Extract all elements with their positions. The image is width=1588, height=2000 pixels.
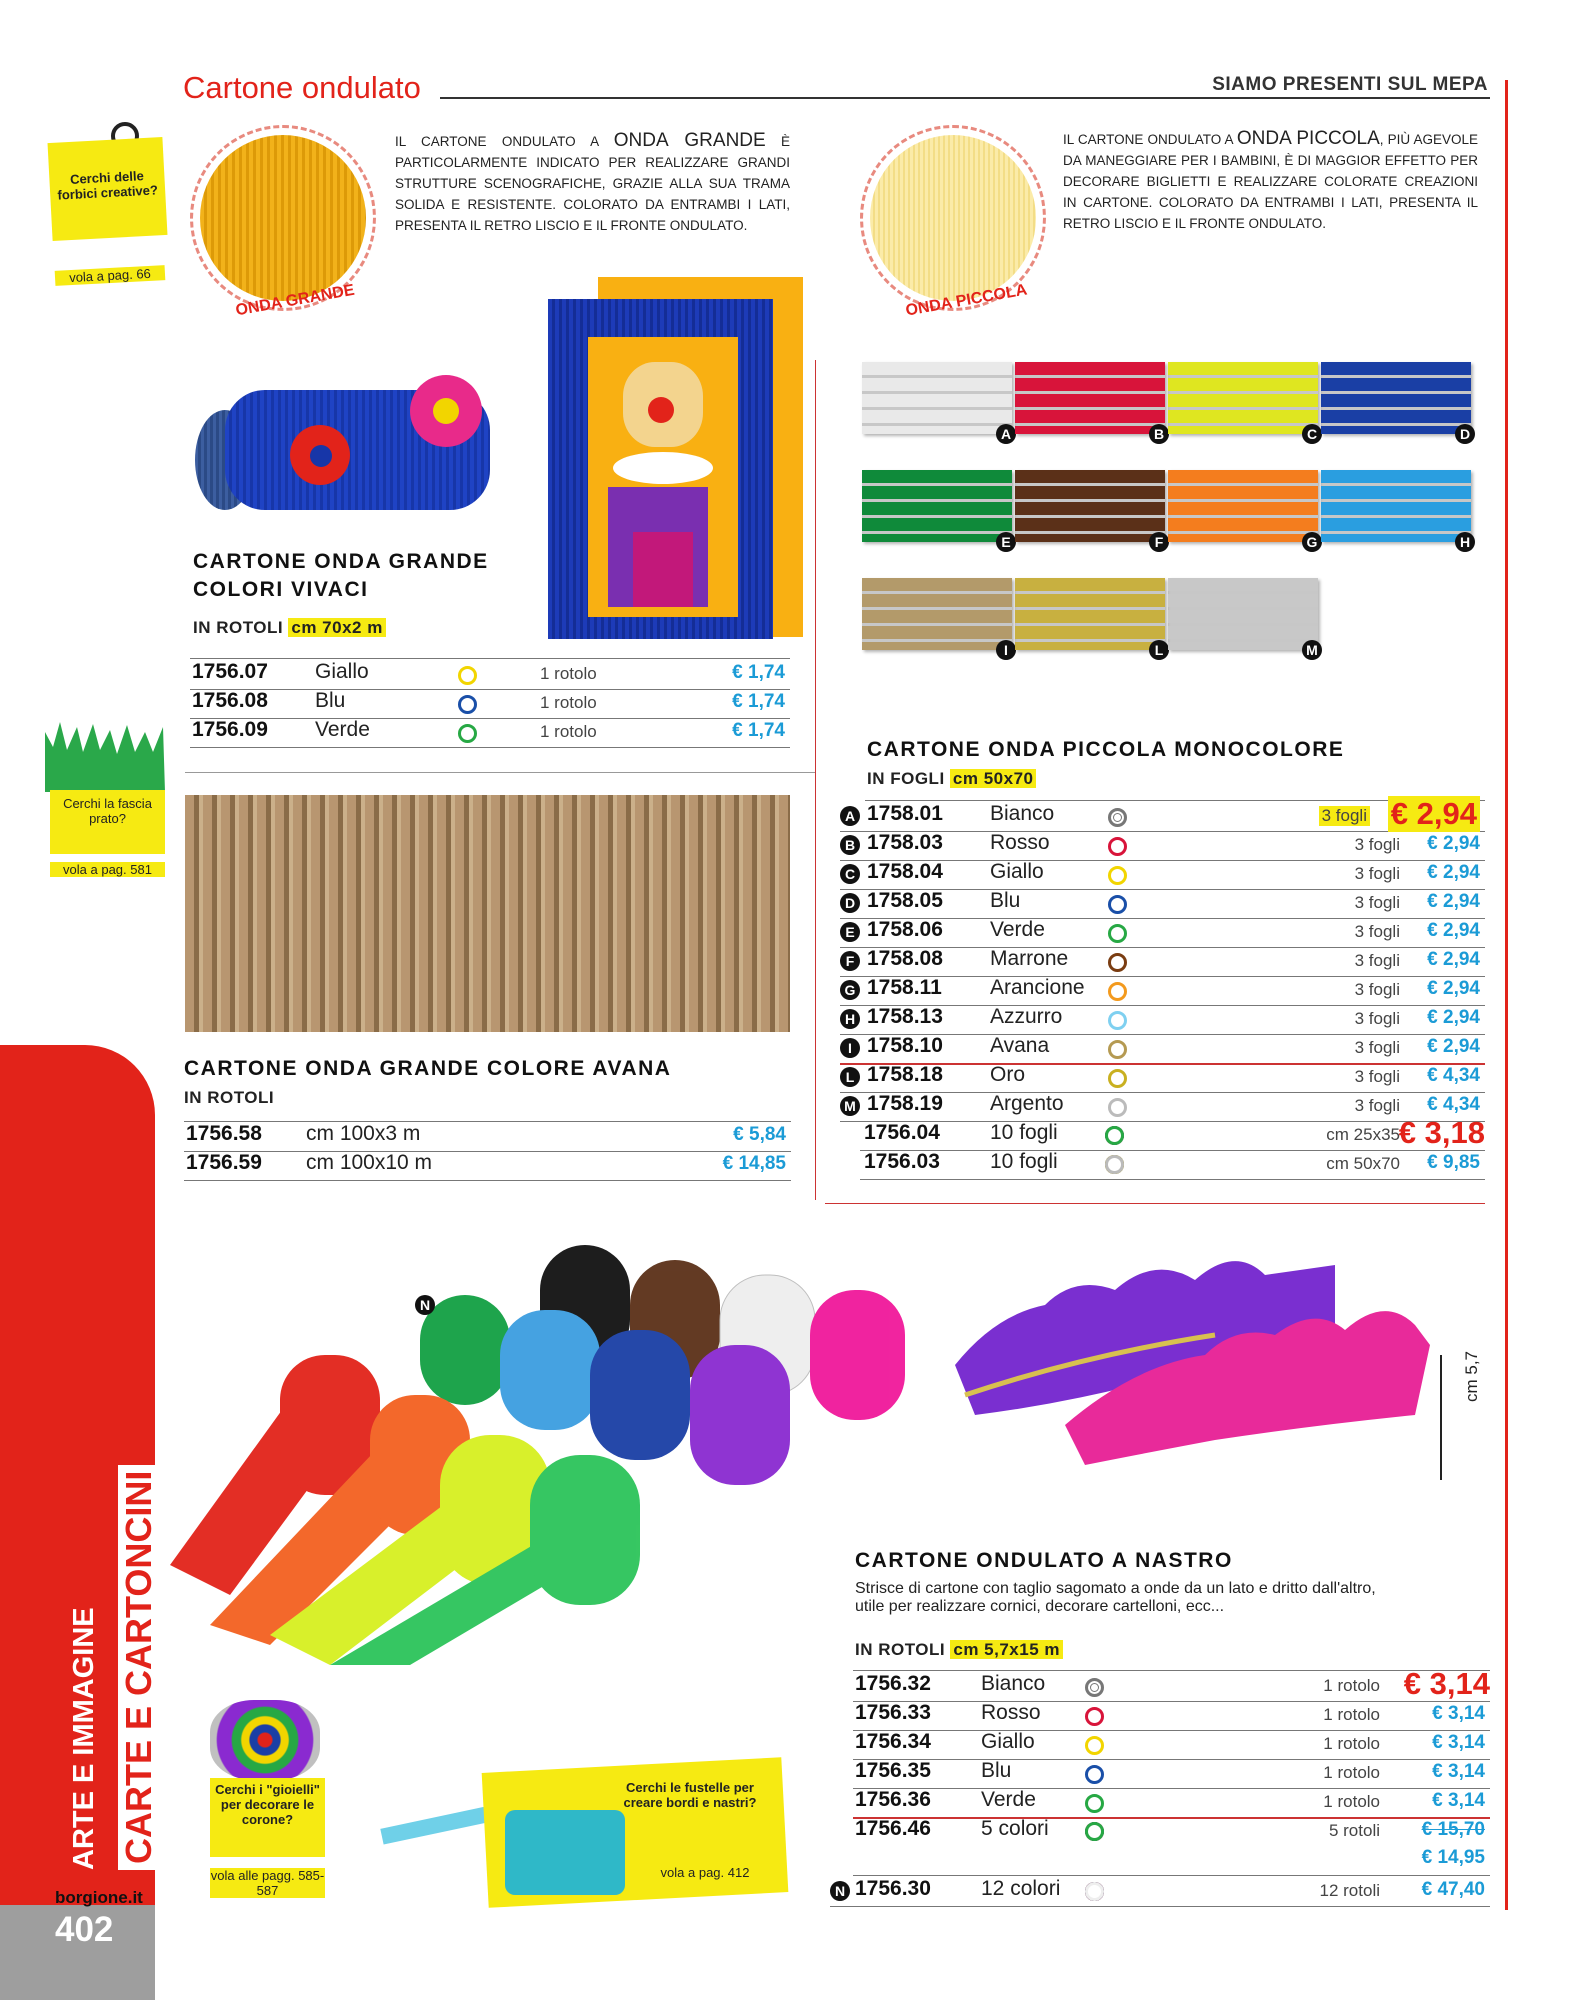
product-code: 1756.07 xyxy=(192,660,268,683)
table-row xyxy=(190,689,790,719)
crowns-illustration xyxy=(935,1235,1445,1485)
table-row xyxy=(840,1063,1485,1093)
page-number: 402 xyxy=(55,1910,114,1949)
color-dot-icon xyxy=(458,724,477,743)
onda-grande-label: ONDA GRANDE xyxy=(234,281,356,320)
color-swatch xyxy=(1168,470,1318,550)
color-dot-icon xyxy=(1108,1011,1127,1030)
quantity: 3 fogli xyxy=(1354,893,1400,912)
row-letter: G xyxy=(840,980,860,1000)
nastro-title: CARTONE ONDULATO A NASTRO xyxy=(855,1549,1233,1572)
vivaci-title: CARTONE ONDA GRANDE COLORI VIVACI xyxy=(193,550,489,601)
price: € 2,94 xyxy=(1427,862,1480,883)
product-code: 1756.46 xyxy=(855,1817,931,1840)
quantity: 3 fogli xyxy=(1354,835,1400,854)
table-row xyxy=(184,1151,791,1181)
color-name: Argento xyxy=(990,1092,1064,1115)
price: € 2,94 xyxy=(1427,978,1480,999)
quantity: 3 fogli xyxy=(1354,1009,1400,1028)
ribbon-rolls-illustration xyxy=(170,1235,920,1665)
note-gioielli-question: Cerchi i "gioielli" per decorare le corone? xyxy=(210,1778,325,1857)
quantity-name: 10 fogli xyxy=(990,1150,1058,1173)
color-dot-icon xyxy=(1085,1678,1104,1697)
color-name: Blu xyxy=(315,689,346,712)
swatch-letter: L xyxy=(1149,640,1169,660)
row-letter: E xyxy=(840,922,860,942)
color-dot-icon xyxy=(1105,1126,1124,1145)
product-code: 1758.10 xyxy=(867,1034,943,1057)
table-row xyxy=(184,1122,791,1152)
quantity: 1 rotolo xyxy=(540,664,597,683)
site-label[interactable]: borgione.it xyxy=(55,1888,143,1907)
quantity: 1 rotolo xyxy=(1323,1763,1380,1782)
price: € 5,84 xyxy=(733,1124,786,1145)
product-code: 1756.03 xyxy=(864,1150,940,1173)
gems-icon xyxy=(210,1700,320,1780)
color-swatch xyxy=(1168,362,1318,442)
product-code: 1756.33 xyxy=(855,1701,931,1724)
color-swatch xyxy=(1321,470,1471,550)
photo-roll-colorful xyxy=(195,370,495,525)
photo-clown-card xyxy=(548,277,803,639)
product-code: 1758.01 xyxy=(867,802,943,825)
price: € 2,94 xyxy=(1427,1007,1480,1028)
price: € 2,94 xyxy=(1427,920,1480,941)
price: € 2,94 xyxy=(1388,796,1480,832)
table-row xyxy=(860,1115,1485,1151)
swatch-letter: C xyxy=(1302,424,1322,444)
color-dot-icon xyxy=(1108,808,1127,827)
table-row xyxy=(840,1005,1485,1035)
quantity: 3 fogli xyxy=(1354,1038,1400,1057)
swatch-letter: M xyxy=(1302,640,1322,660)
color-dot-icon xyxy=(1085,1822,1104,1841)
price: € 3,14 xyxy=(1432,1761,1485,1782)
nastro-table-top xyxy=(853,1670,1490,1671)
avana-subtitle: IN ROTOLI xyxy=(184,1088,275,1107)
size: cm 50x70 xyxy=(1326,1154,1400,1173)
color-dot-icon xyxy=(1085,1707,1104,1726)
quantity: 3 fogli xyxy=(1319,806,1370,826)
piccola-title: CARTONE ONDA PICCOLA MONOCOLORE xyxy=(867,738,1345,761)
section-divider xyxy=(185,772,815,773)
price: € 47,40 xyxy=(1421,1879,1485,1900)
product-code: 1758.11 xyxy=(867,976,942,999)
color-name: Rosso xyxy=(981,1701,1041,1724)
photo-ribbon-rolls xyxy=(170,1235,920,1665)
quantity: 1 rotolo xyxy=(1323,1676,1380,1695)
price: € 3,14 xyxy=(1432,1790,1485,1811)
swatch-letter: A xyxy=(996,424,1016,444)
onda-grande-swatch xyxy=(200,135,366,301)
product-code: 1756.09 xyxy=(192,718,268,741)
set-name: 5 colori xyxy=(981,1817,1049,1840)
color-dot-icon xyxy=(458,666,477,685)
section-label: ARTE E IMMAGINE xyxy=(68,1607,100,1870)
photo-crowns xyxy=(935,1235,1445,1485)
row-letter: L xyxy=(840,1067,860,1087)
quantity: 3 fogli xyxy=(1354,864,1400,883)
color-swatch xyxy=(862,362,1012,442)
punch-icon xyxy=(505,1810,625,1895)
quantity: 1 rotolo xyxy=(540,722,597,741)
color-dot-icon xyxy=(1085,1736,1104,1755)
color-dot-icon xyxy=(1108,924,1127,943)
row-letter: A xyxy=(840,806,860,826)
mepa-label: SIAMO PRESENTI SUL MEPA xyxy=(1212,74,1488,95)
color-dot-icon xyxy=(1085,1765,1104,1784)
table-row xyxy=(853,1666,1490,1702)
color-name: Azzurro xyxy=(990,1005,1063,1028)
color-name: Oro xyxy=(990,1063,1026,1086)
note-prato-question: Cerchi la fascia prato? xyxy=(50,790,165,854)
column-divider xyxy=(815,360,816,1200)
color-name: Rosso xyxy=(990,831,1050,854)
color-name: Giallo xyxy=(990,860,1044,883)
price: € 1,74 xyxy=(732,691,785,712)
price: € 14,85 xyxy=(722,1153,786,1174)
product-code: 1758.06 xyxy=(867,918,943,941)
table-row xyxy=(853,1730,1490,1760)
page-title: Cartone ondulato xyxy=(183,70,421,105)
set-name: 12 colori xyxy=(981,1877,1061,1900)
swatch-letter: G xyxy=(1302,532,1322,552)
product-code: 1758.19 xyxy=(867,1092,943,1115)
table-row xyxy=(853,1817,1490,1876)
quantity: 1 rotolo xyxy=(1323,1792,1380,1811)
price: € 3,14 xyxy=(1432,1732,1485,1753)
table-row xyxy=(840,1034,1485,1065)
color-swatch xyxy=(862,470,1012,550)
quantity: 1 rotolo xyxy=(1323,1734,1380,1753)
color-dot-icon xyxy=(1108,1069,1127,1088)
table-row xyxy=(860,1150,1485,1180)
color-name: Verde xyxy=(990,918,1045,941)
row-letter: N xyxy=(830,1881,850,1901)
color-swatch xyxy=(1168,578,1318,658)
swatch-letter: I xyxy=(996,640,1016,660)
product-code: 1758.05 xyxy=(867,889,943,912)
swatch-letter: D xyxy=(1455,424,1475,444)
swatch-letter: F xyxy=(1149,532,1169,552)
table-row xyxy=(840,889,1485,919)
price: € 9,85 xyxy=(1427,1152,1480,1173)
table-row xyxy=(840,831,1485,861)
price: € 4,34 xyxy=(1427,1065,1480,1086)
color-name: Arancione xyxy=(990,976,1085,999)
product-code: 1758.03 xyxy=(867,831,943,854)
swatch-letter: B xyxy=(1149,424,1169,444)
color-name: Giallo xyxy=(315,660,369,683)
color-name: Bianco xyxy=(990,802,1055,825)
product-code: 1756.04 xyxy=(864,1121,940,1144)
nastro-description: Strisce di cartone con taglio sagomato a onde da un lato e dritto dall'altro, utile per realizzare cornici, decorare cartelloni, ecc... xyxy=(855,1580,1376,1615)
product-code: 1756.08 xyxy=(192,689,268,712)
product-code: 1756.36 xyxy=(855,1788,931,1811)
row-letter: B xyxy=(840,835,860,855)
color-swatch xyxy=(862,578,1012,658)
piccola-bottom-rule xyxy=(825,1203,1485,1204)
note-prato[interactable] xyxy=(45,722,165,892)
price: € 2,94 xyxy=(1427,891,1480,912)
color-name: Giallo xyxy=(981,1730,1035,1753)
piccola-subtitle: IN FOGLI cm 50x70 xyxy=(867,769,1036,789)
right-rule xyxy=(1505,80,1508,1910)
color-name: Avana xyxy=(990,1034,1050,1057)
color-dot-icon xyxy=(458,695,477,714)
color-name: Bianco xyxy=(981,1672,1046,1695)
color-swatch xyxy=(1321,362,1471,442)
price: € 2,94 xyxy=(1427,949,1480,970)
vivaci-subtitle: IN ROTOLI cm 70x2 m xyxy=(193,618,386,638)
table-row xyxy=(840,918,1485,948)
quantity-name: 10 fogli xyxy=(990,1121,1058,1144)
price: € 1,74 xyxy=(732,720,785,741)
size: cm 100x10 m xyxy=(306,1151,433,1174)
old-price: € 15,70 xyxy=(1421,1819,1485,1840)
size: cm 100x3 m xyxy=(306,1122,421,1145)
table-row xyxy=(853,1701,1490,1731)
table-row xyxy=(840,976,1485,1006)
color-name: Blu xyxy=(990,889,1021,912)
size: cm 25x35 xyxy=(1326,1125,1400,1144)
color-dot-icon xyxy=(1108,953,1127,972)
onda-piccola-description: IL CARTONE ONDULATO A ONDA PICCOLA, PIÙ AGEVOLE DA MANEGGIARE PER I BAMBINI, È DI MAGGIOR EFFETTO PER DECORARE BIGLIETTI E REALIZZARE COLORATE CREAZIONI IN CARTONE. COLORATO DA ENTRAMBI I LATI, PRESENTA IL RETRO LISCIO E IL FRONTE ONDULATO. xyxy=(1063,128,1478,231)
swatch-letter: E xyxy=(996,532,1016,552)
color-dot-icon xyxy=(1108,982,1127,1001)
table-row xyxy=(830,1877,1490,1907)
color-dot-icon xyxy=(1105,1155,1124,1174)
product-code: 1756.34 xyxy=(855,1730,931,1753)
price: € 3,18 xyxy=(1398,1115,1485,1150)
photo-avana-texture xyxy=(185,795,790,1032)
onda-grande-description: IL CARTONE ONDULATO A ONDA GRANDE È PARTICOLARMENTE INDICATO PER REALIZZARE GRANDI STRUTTURE SCENOGRAFICHE, GRAZIE ALLA SUA TRAMA SOLIDA E RESISTENTE. COLORATO DA ENTRAMBI I LATI, PRESENTA IL RETRO LISCIO E IL FRONTE ONDULATO. xyxy=(395,130,790,233)
grass-icon xyxy=(45,722,165,792)
note-prato-link[interactable]: vola a pag. 581 xyxy=(50,862,165,877)
color-dot-icon xyxy=(1108,866,1127,885)
vivaci-table-top xyxy=(190,658,790,659)
table-row xyxy=(840,860,1485,890)
table-row xyxy=(853,1788,1490,1819)
row-letter: H xyxy=(840,1009,860,1029)
quantity: 1 rotolo xyxy=(540,693,597,712)
table-row xyxy=(190,660,790,690)
color-dot-icon xyxy=(1085,1794,1104,1813)
table-row xyxy=(840,796,1485,832)
quantity: 3 fogli xyxy=(1354,1096,1400,1115)
note-fustelle-link[interactable]: vola a pag. 412 xyxy=(660,1865,750,1880)
row-letter: D xyxy=(840,893,860,913)
dimension-arrow xyxy=(1440,1355,1442,1480)
product-code: 1756.58 xyxy=(186,1122,262,1145)
swatch-letter: H xyxy=(1455,532,1475,552)
quantity: 12 rotoli xyxy=(1319,1881,1380,1900)
price: € 1,74 xyxy=(732,662,785,683)
price: € 4,34 xyxy=(1427,1094,1480,1115)
title-rule xyxy=(440,97,1490,99)
nastro-subtitle: IN ROTOLI cm 5,7x15 m xyxy=(855,1640,1063,1660)
note-fustelle[interactable] xyxy=(380,1755,800,1915)
letter-n-marker: N xyxy=(415,1295,435,1315)
price: € 14,95 xyxy=(1421,1847,1485,1868)
table-row xyxy=(853,1759,1490,1789)
price: € 3,14 xyxy=(1432,1703,1485,1724)
onda-piccola-label: ONDA PICCOLA xyxy=(904,281,1029,320)
price: € 2,94 xyxy=(1427,1036,1480,1057)
color-swatch xyxy=(1015,578,1165,658)
color-name: Verde xyxy=(981,1788,1036,1811)
quantity: 1 rotolo xyxy=(1323,1705,1380,1724)
note-gioielli-link[interactable]: vola alle pagg. 585-587 xyxy=(210,1868,325,1898)
color-dot-icon xyxy=(1108,1098,1127,1117)
product-code: 1756.30 xyxy=(855,1877,931,1900)
color-dot-icon xyxy=(1108,895,1127,914)
note-scissors-link[interactable]: vola a pag. 66 xyxy=(55,265,166,286)
price: € 2,94 xyxy=(1427,833,1480,854)
note-scissors[interactable] xyxy=(45,118,165,298)
row-letter: M xyxy=(840,1096,860,1116)
quantity: 3 fogli xyxy=(1354,1067,1400,1086)
table-row xyxy=(840,1092,1485,1122)
row-letter: I xyxy=(840,1038,860,1058)
row-letter: C xyxy=(840,864,860,884)
onda-piccola-swatch xyxy=(870,135,1036,301)
color-dot-icon xyxy=(1108,837,1127,856)
product-code: 1758.08 xyxy=(867,947,943,970)
row-letter: F xyxy=(840,951,860,971)
color-dot-icon xyxy=(1108,1040,1127,1059)
color-swatch xyxy=(1015,362,1165,442)
quantity: 3 fogli xyxy=(1354,951,1400,970)
product-code: 1758.13 xyxy=(867,1005,943,1028)
note-scissors-question: Cerchi delle forbici creative? xyxy=(48,137,168,241)
product-code: 1756.59 xyxy=(186,1151,262,1174)
color-name: Verde xyxy=(315,718,370,741)
product-code: 1758.04 xyxy=(867,860,943,883)
color-name: Blu xyxy=(981,1759,1012,1782)
avana-title: CARTONE ONDA GRANDE COLORE AVANA xyxy=(184,1057,672,1080)
table-row xyxy=(840,947,1485,977)
quantity: 3 fogli xyxy=(1354,922,1400,941)
color-swatch xyxy=(1015,470,1165,550)
product-code: 1758.18 xyxy=(867,1063,943,1086)
category-label: CARTE E CARTONCINI xyxy=(118,1465,160,1870)
product-code: 1756.35 xyxy=(855,1759,931,1782)
note-fustelle-question: Cerchi le fustelle per creare bordi e nastri? xyxy=(623,1780,757,1810)
dimension-label: cm 5,7 xyxy=(1462,1350,1481,1402)
color-name: Marrone xyxy=(990,947,1069,970)
quantity: 5 rotoli xyxy=(1328,1821,1380,1840)
color-dot-icon xyxy=(1085,1882,1104,1901)
table-row xyxy=(190,718,790,748)
note-gioielli[interactable] xyxy=(205,1700,325,1910)
product-code: 1756.32 xyxy=(855,1672,931,1695)
quantity: 3 fogli xyxy=(1354,980,1400,999)
price: € 3,14 xyxy=(1403,1666,1490,1701)
